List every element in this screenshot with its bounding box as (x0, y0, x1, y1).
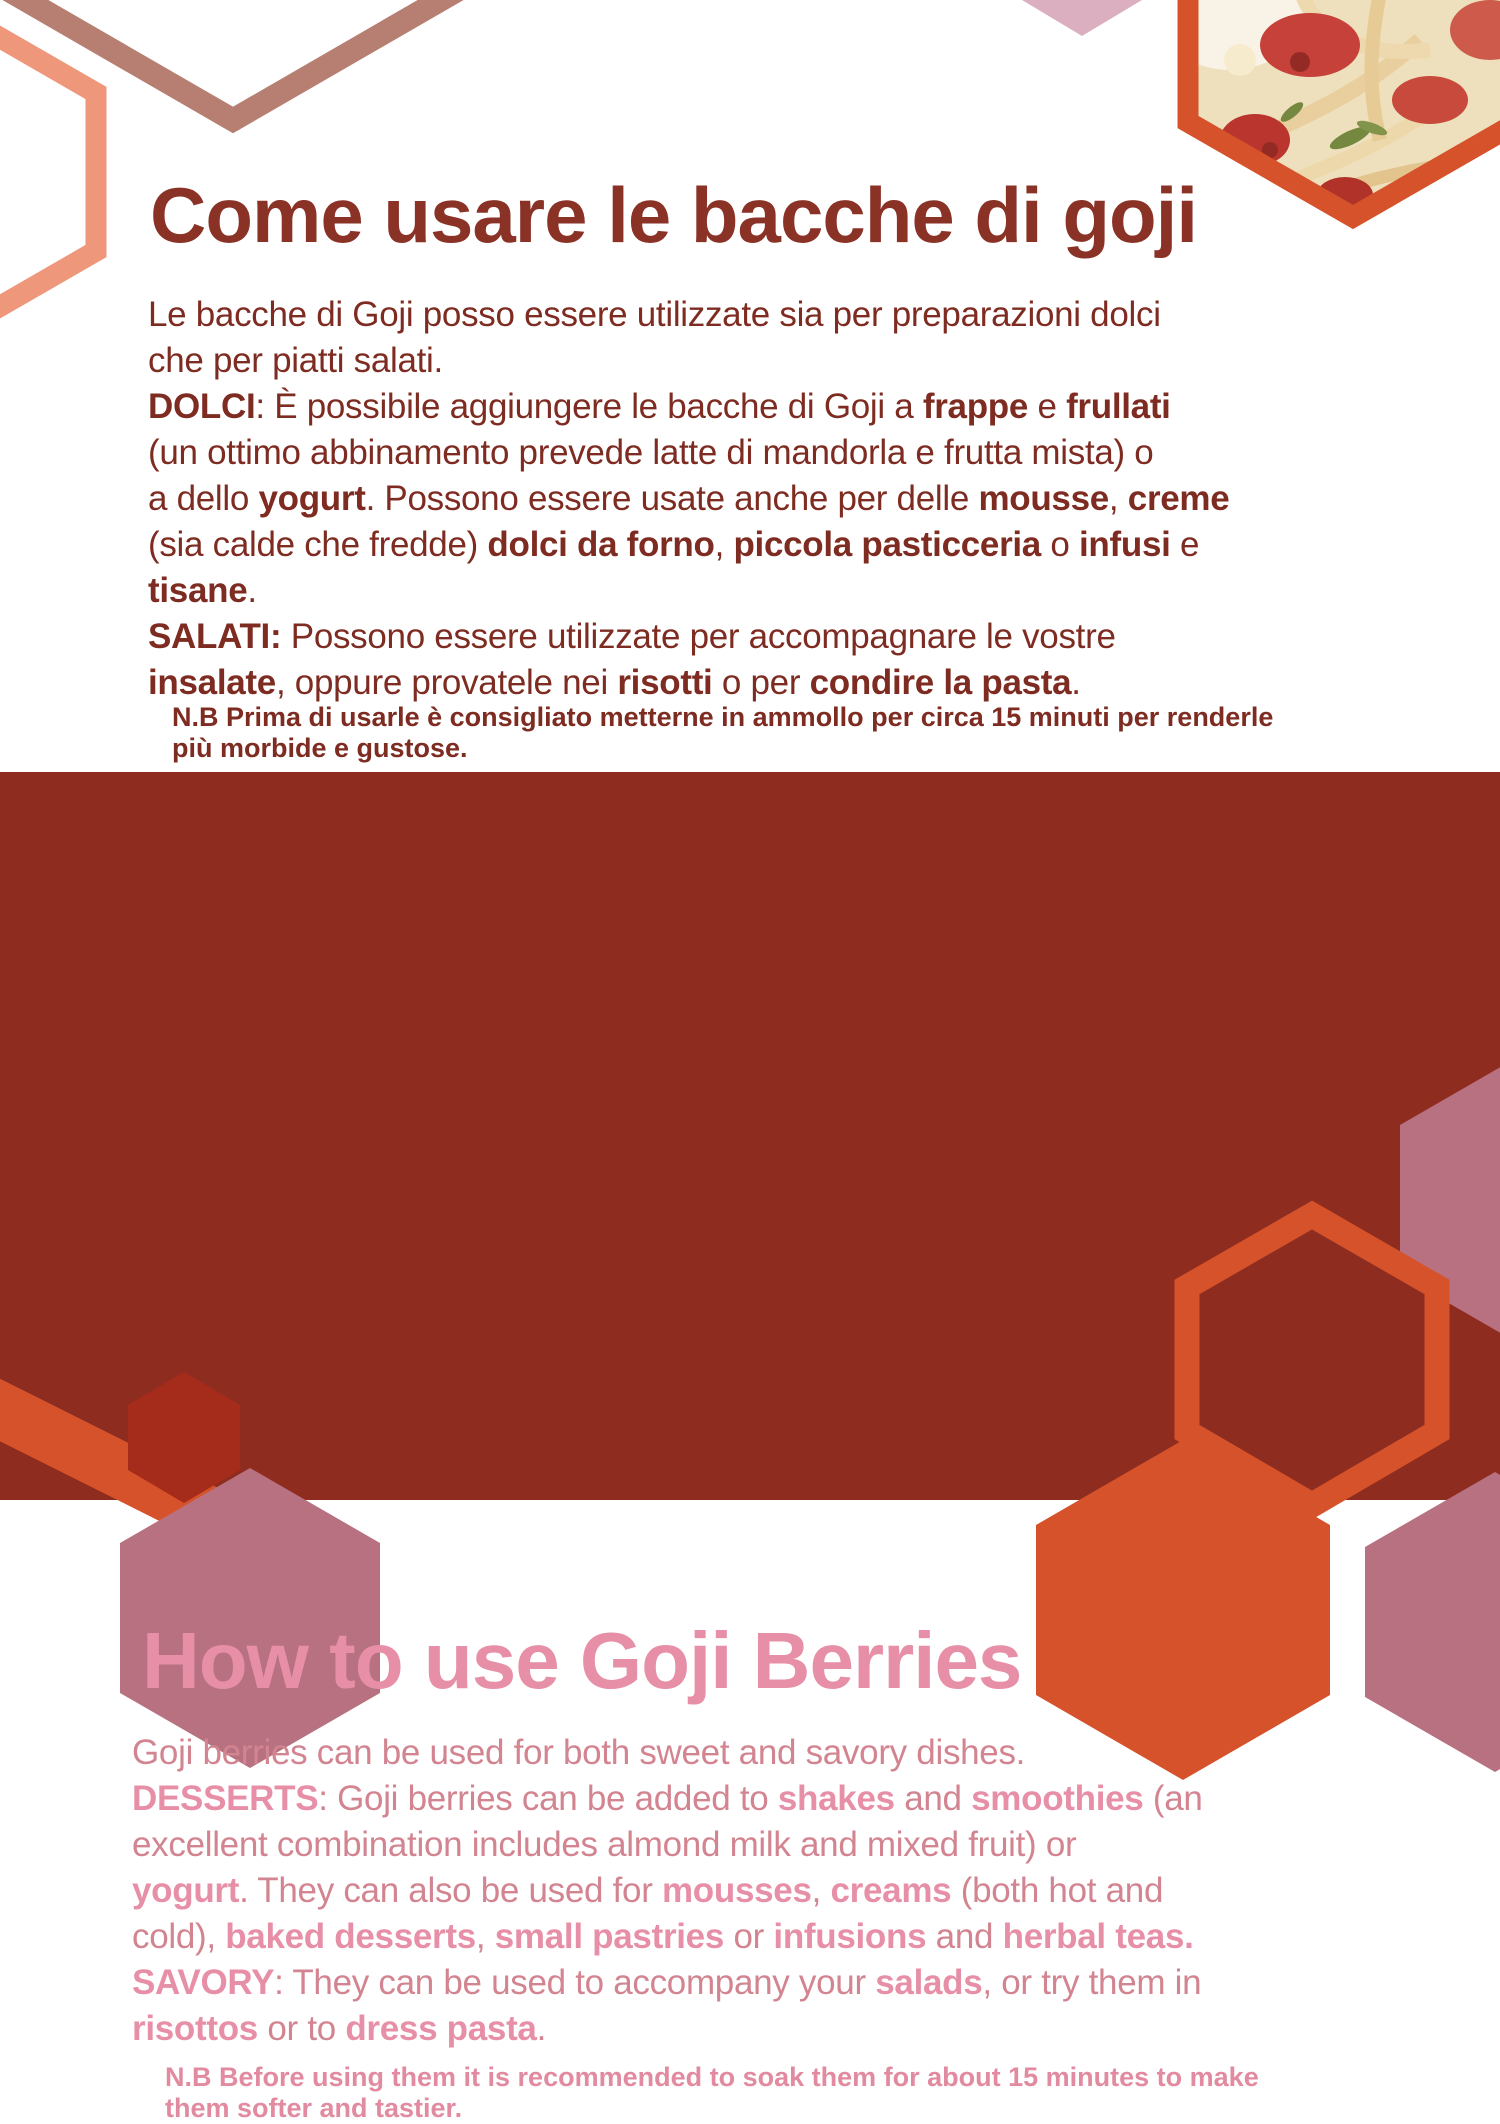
text-line: che per piatti salati. (148, 341, 443, 380)
text-line: Le bacche di Goji posso essere utilizzate sia per preparazioni dolci (148, 295, 1161, 334)
italian-title: Come usare le bacche di goji (150, 171, 1198, 259)
italian-section (0, 0, 1500, 772)
text-line: excellent combination includes almond milk and mixed fruit) or (132, 1825, 1077, 1864)
text-line: yogurt. They can also be used for mousses, creams (both hot and (132, 1871, 1164, 1910)
text-line: DESSERTS: Goji berries can be added to shakes and smoothies (an (132, 1779, 1203, 1818)
english-title: How to use Goji Berries (142, 1616, 1022, 1705)
italian-note (172, 702, 1273, 764)
text-line: risottos or to dress pasta. (132, 2009, 547, 2048)
text-line: a dello yogurt. Possono essere usate anche per delle mousse, creme (148, 479, 1230, 518)
italian-body-text (148, 292, 1229, 706)
text-line: insalate, oppure provatele nei risotti o per condire la pasta. (148, 663, 1081, 702)
note-line: N.B Prima di usarle è consigliato metterne in ammollo per circa 15 minuti per renderle (172, 702, 1274, 732)
text-line: (sia calde che fredde) dolci da forno, piccola pasticceria o infusi e (148, 525, 1200, 564)
hexagon-mauve-corner-icon (1365, 1472, 1500, 1772)
english-note (165, 2062, 1259, 2124)
hexagon-pink-tip-icon (1022, 0, 1142, 36)
text-line: SALATI: Possono essere utilizzate per accompagnare le vostre (148, 617, 1116, 656)
hexagon-mauve-right-icon (1400, 1050, 1500, 1350)
english-body-text (132, 1730, 1203, 2052)
note-line: più morbide e gustose. (172, 733, 468, 763)
text-line: SAVORY: They can be used to accompany your salads, or try them in (132, 1963, 1202, 2002)
text-line: tisane. (148, 571, 257, 610)
text-line: cold), baked desserts, small pastries or infusions and herbal teas. (132, 1917, 1194, 1956)
note-line: them softer and tastier. (165, 2093, 463, 2123)
hexagon-outline-salmon-icon (0, 14, 96, 330)
pasta-photo-hexagon (1150, 0, 1500, 250)
hexagon-outline-orange-icon (1187, 1215, 1437, 1505)
text-line: Goji berries can be used for both sweet and savory dishes. (132, 1733, 1026, 1772)
text-line: (un ottimo abbinamento prevede latte di mandorla e frutta mista) o (148, 433, 1154, 472)
english-section (0, 772, 1500, 2123)
bottom-decor-hexagons (0, 772, 1500, 1500)
text-line: DOLCI: È possibile aggiungere le bacche di Goji a frappe e frullati (148, 387, 1171, 426)
note-line: N.B Before using them it is recommended to soak them for about 15 minutes to make (165, 2062, 1259, 2092)
